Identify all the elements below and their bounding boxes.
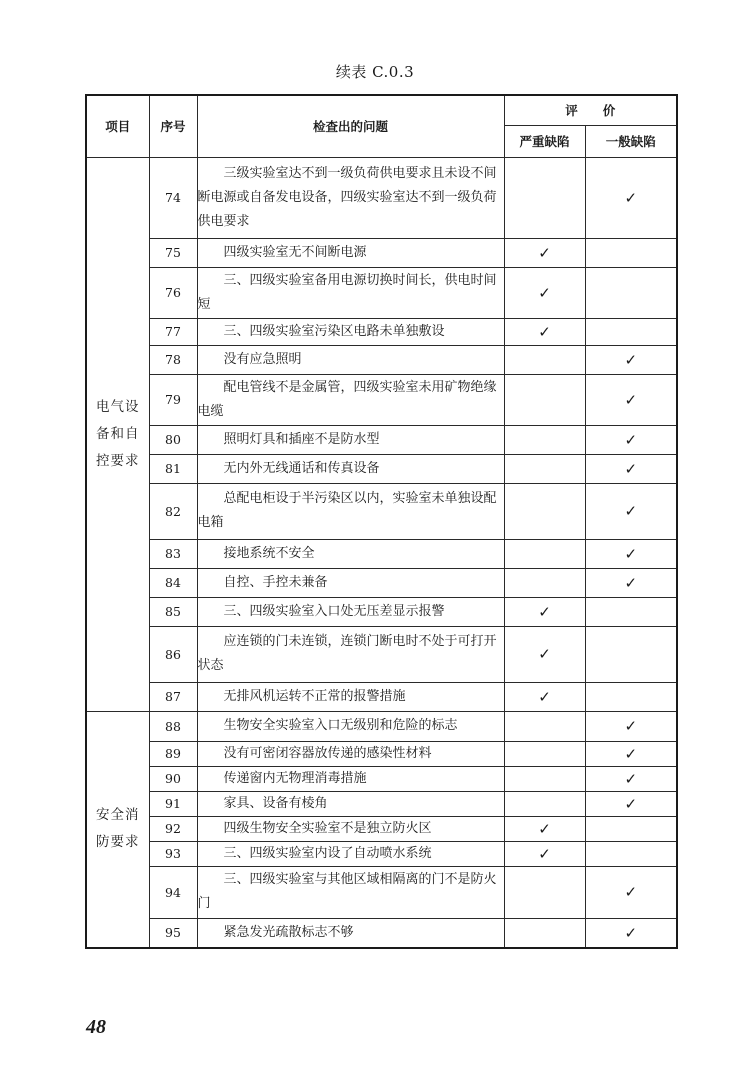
issue-cell bbox=[197, 626, 504, 682]
severe-mark bbox=[504, 345, 585, 374]
severe-mark bbox=[504, 766, 585, 791]
severe-mark: ✓ bbox=[504, 816, 585, 841]
header-no: 序号 bbox=[149, 95, 197, 157]
group-name bbox=[86, 711, 149, 948]
table-row bbox=[86, 866, 677, 918]
row-number: 77 bbox=[149, 318, 197, 345]
row-number: 92 bbox=[149, 816, 197, 841]
issue-text: 四级实验室无不间断电源 bbox=[223, 244, 367, 260]
general-mark: ✓ bbox=[585, 866, 677, 918]
row-number: 88 bbox=[149, 711, 197, 741]
issue-cell bbox=[197, 597, 504, 626]
issue-text: 配电管线不是金属管，四级实验室未用矿物绝缘电缆 bbox=[197, 379, 497, 419]
severe-mark bbox=[504, 539, 585, 568]
table-row bbox=[86, 682, 677, 711]
issue-text: 接地系统不安全 bbox=[223, 545, 315, 561]
group-name-line: 防要求 bbox=[96, 834, 140, 851]
table-row bbox=[86, 345, 677, 374]
table-row bbox=[86, 454, 677, 483]
group-name bbox=[86, 157, 149, 711]
issue-cell bbox=[197, 267, 504, 318]
severe-mark bbox=[504, 374, 585, 425]
severe-mark bbox=[504, 741, 585, 766]
table-row bbox=[86, 267, 677, 318]
table-row bbox=[86, 425, 677, 454]
issue-cell bbox=[197, 791, 504, 816]
issue-text: 没有可密闭容器放传递的感染性材料 bbox=[223, 745, 432, 761]
severe-mark bbox=[504, 454, 585, 483]
general-mark: ✓ bbox=[585, 539, 677, 568]
issue-text: 无排风机运转不正常的报警措施 bbox=[223, 688, 406, 704]
severe-mark bbox=[504, 791, 585, 816]
severe-mark bbox=[504, 711, 585, 741]
header-severe: 严重缺陷 bbox=[504, 125, 585, 157]
group-name-line: 控要求 bbox=[96, 452, 140, 469]
issue-text: 三、四级实验室入口处无压差显示报警 bbox=[223, 603, 445, 619]
issue-cell bbox=[197, 454, 504, 483]
issue-text: 没有应急照明 bbox=[223, 351, 302, 367]
severe-mark: ✓ bbox=[504, 238, 585, 267]
severe-mark bbox=[504, 483, 585, 539]
row-number: 80 bbox=[149, 425, 197, 454]
table-row bbox=[86, 711, 677, 741]
issue-cell bbox=[197, 568, 504, 597]
general-mark: ✓ bbox=[585, 741, 677, 766]
row-number: 91 bbox=[149, 791, 197, 816]
severe-mark: ✓ bbox=[504, 682, 585, 711]
row-number: 83 bbox=[149, 539, 197, 568]
header-general: 一般缺陷 bbox=[585, 125, 677, 157]
row-number: 87 bbox=[149, 682, 197, 711]
row-number: 89 bbox=[149, 741, 197, 766]
issue-text: 三、四级实验室污染区电路未单独敷设 bbox=[223, 323, 445, 339]
issue-text: 自控、手控未兼备 bbox=[223, 574, 328, 590]
severe-mark bbox=[504, 918, 585, 948]
row-number: 95 bbox=[149, 918, 197, 948]
issue-cell bbox=[197, 157, 504, 238]
row-number: 90 bbox=[149, 766, 197, 791]
issue-cell bbox=[197, 918, 504, 948]
severe-mark: ✓ bbox=[504, 597, 585, 626]
table-row bbox=[86, 791, 677, 816]
row-number: 82 bbox=[149, 483, 197, 539]
issue-cell bbox=[197, 374, 504, 425]
issue-cell bbox=[197, 539, 504, 568]
issue-text: 紧急发光疏散标志不够 bbox=[223, 924, 354, 940]
general-mark bbox=[585, 597, 677, 626]
general-mark: ✓ bbox=[585, 766, 677, 791]
severe-mark bbox=[504, 425, 585, 454]
issue-cell bbox=[197, 711, 504, 741]
group-name-line: 备和自 bbox=[96, 425, 140, 442]
issue-cell bbox=[197, 483, 504, 539]
table-row bbox=[86, 157, 677, 238]
table-row bbox=[86, 238, 677, 267]
issue-text: 应连锁的门未连锁，连锁门断电时不处于可打开状态 bbox=[197, 634, 497, 673]
table-row bbox=[86, 626, 677, 682]
severe-mark: ✓ bbox=[504, 318, 585, 345]
general-mark: ✓ bbox=[585, 711, 677, 741]
row-number: 76 bbox=[149, 267, 197, 318]
issue-text: 传递窗内无物理消毒措施 bbox=[223, 770, 367, 786]
table-row bbox=[86, 766, 677, 791]
issue-text: 三、四级实验室内设了自动喷水系统 bbox=[223, 845, 432, 861]
table-header bbox=[86, 95, 677, 157]
issue-text: 无内外无线通话和传真设备 bbox=[223, 460, 380, 476]
row-number: 78 bbox=[149, 345, 197, 374]
row-number: 85 bbox=[149, 597, 197, 626]
row-number: 94 bbox=[149, 866, 197, 918]
general-mark bbox=[585, 626, 677, 682]
issue-text: 生物安全实验室入口无级别和危险的标志 bbox=[223, 718, 458, 733]
issue-cell bbox=[197, 866, 504, 918]
table-row bbox=[86, 816, 677, 841]
row-number: 79 bbox=[149, 374, 197, 425]
severe-mark: ✓ bbox=[504, 841, 585, 866]
issue-cell bbox=[197, 841, 504, 866]
issue-cell bbox=[197, 345, 504, 374]
table-row bbox=[86, 539, 677, 568]
general-mark bbox=[585, 841, 677, 866]
issue-cell bbox=[197, 238, 504, 267]
issue-text: 家具、设备有棱角 bbox=[223, 795, 328, 811]
row-number: 93 bbox=[149, 841, 197, 866]
general-mark: ✓ bbox=[585, 345, 677, 374]
severe-mark bbox=[504, 157, 585, 238]
table-row bbox=[86, 918, 677, 948]
table-row bbox=[86, 741, 677, 766]
page-number: 48 bbox=[86, 1016, 106, 1038]
general-mark: ✓ bbox=[585, 791, 677, 816]
group-name-line: 安全消 bbox=[96, 807, 140, 824]
issue-cell bbox=[197, 682, 504, 711]
severe-mark: ✓ bbox=[504, 626, 585, 682]
issue-text: 总配电柜设于半污染区以内，实验室未单独设配电箱 bbox=[197, 491, 497, 530]
row-number: 86 bbox=[149, 626, 197, 682]
table-row bbox=[86, 318, 677, 345]
general-mark: ✓ bbox=[585, 568, 677, 597]
general-mark: ✓ bbox=[585, 425, 677, 454]
row-number: 84 bbox=[149, 568, 197, 597]
table-row bbox=[86, 483, 677, 539]
issue-cell bbox=[197, 425, 504, 454]
table-row bbox=[86, 841, 677, 866]
header-item: 项目 bbox=[86, 95, 149, 157]
general-mark: ✓ bbox=[585, 483, 677, 539]
table-body bbox=[86, 157, 677, 948]
issue-cell bbox=[197, 816, 504, 841]
header-issue: 检查出的问题 bbox=[197, 95, 504, 157]
group-name-line: 电气设 bbox=[96, 398, 140, 415]
table-row bbox=[86, 374, 677, 425]
issue-text: 四级生物安全实验室不是独立防火区 bbox=[223, 820, 432, 836]
general-mark: ✓ bbox=[585, 918, 677, 948]
general-mark bbox=[585, 682, 677, 711]
table-row bbox=[86, 597, 677, 626]
issue-cell bbox=[197, 741, 504, 766]
severe-mark: ✓ bbox=[504, 267, 585, 318]
general-mark: ✓ bbox=[585, 157, 677, 238]
header-evaluation: 评 价 bbox=[504, 95, 677, 125]
issue-text: 三、四级实验室与其他区域相隔离的门不是防火门 bbox=[197, 872, 497, 911]
general-mark bbox=[585, 816, 677, 841]
defect-evaluation-table bbox=[85, 94, 678, 949]
severe-mark bbox=[504, 866, 585, 918]
table-row bbox=[86, 568, 677, 597]
issue-cell bbox=[197, 318, 504, 345]
row-number: 75 bbox=[149, 238, 197, 267]
general-mark bbox=[585, 267, 677, 318]
row-number: 81 bbox=[149, 454, 197, 483]
general-mark bbox=[585, 318, 677, 345]
severe-mark bbox=[504, 568, 585, 597]
general-mark: ✓ bbox=[585, 454, 677, 483]
issue-text: 三级实验室达不到一级负荷供电要求且未设不间断电源或自备发电设备，四级实验室达不到一级负荷供电要求 bbox=[197, 165, 497, 229]
issue-cell bbox=[197, 766, 504, 791]
general-mark: ✓ bbox=[585, 374, 677, 425]
page-title: 续表 C.0.3 bbox=[335, 63, 415, 81]
general-mark bbox=[585, 238, 677, 267]
row-number: 74 bbox=[149, 157, 197, 238]
issue-text: 照明灯具和插座不是防水型 bbox=[223, 431, 380, 447]
issue-text: 三、四级实验室备用电源切换时间长，供电时间短 bbox=[197, 272, 497, 312]
